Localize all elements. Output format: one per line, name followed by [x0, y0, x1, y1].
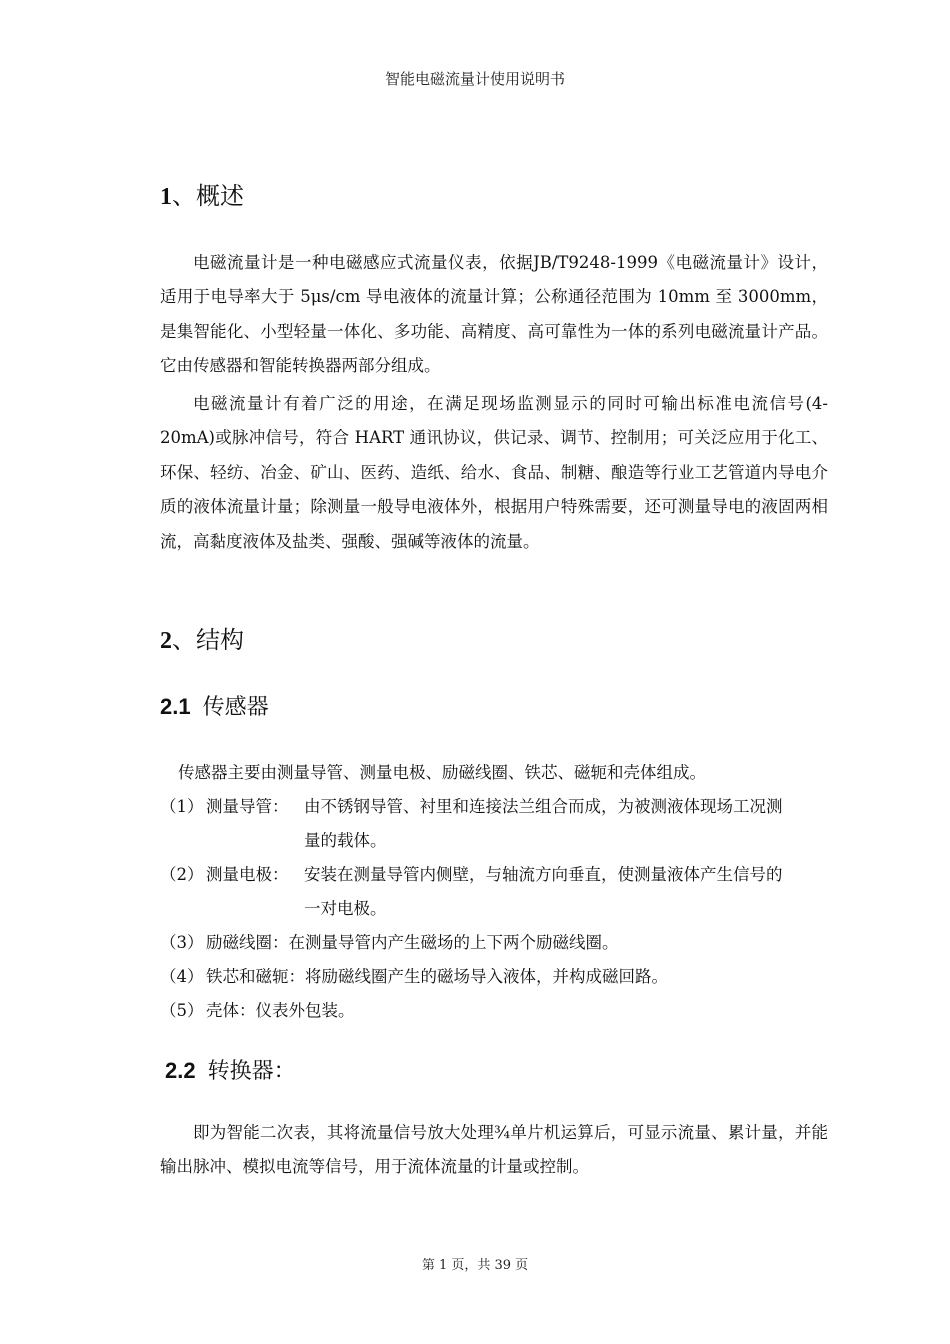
section-2-2-heading — [165, 1054, 296, 1085]
list-item-marker: （5） — [160, 1001, 204, 1020]
list-item — [160, 960, 800, 994]
list-item-label: 励磁线圈： — [206, 933, 289, 952]
section-2-number: 2 — [160, 628, 172, 654]
list-item-desc: 将励磁线圈产生的磁场导入液体，并构成磁回路。 — [305, 967, 668, 986]
list-item-marker: （4） — [160, 967, 204, 986]
list-item-marker: （2） — [160, 865, 204, 884]
list-item-marker: （3） — [160, 933, 204, 952]
list-item-label: 壳体： — [206, 1001, 256, 1020]
list-item-label: 测量电极： — [206, 865, 289, 884]
section-1-title: 、概述 — [172, 182, 244, 210]
sensor-components-list — [160, 790, 800, 1028]
section-2-1-title: 传感器 — [202, 695, 269, 720]
section-2-title: 、结构 — [172, 626, 244, 654]
page-footer: 第 1 页，共 39 页 — [421, 1258, 529, 1273]
list-item-marker: （1） — [160, 797, 204, 816]
list-item — [160, 994, 800, 1028]
section-2-heading — [160, 620, 244, 655]
sensor-intro: 传感器主要由测量导管、测量电极、励磁线圈、铁芯、磁轭和壳体组成。 — [178, 763, 706, 782]
section-2-2-number: 2.2 — [165, 1058, 196, 1083]
running-header: 智能电磁流量计使用说明书 — [384, 70, 565, 88]
section-2-1-number: 2.1 — [160, 694, 191, 719]
list-item — [160, 790, 800, 858]
list-item — [160, 858, 800, 926]
list-item-desc: 安装在测量导管内侧壁，与轴流方向垂直，使测量液体产生信号的一对电极。 — [304, 865, 783, 918]
list-item-label: 测量导管： — [206, 797, 289, 816]
list-item-desc: 在测量导管内产生磁场的上下两个励磁线圈。 — [288, 933, 619, 952]
list-item-desc: 仪表外包装。 — [255, 1001, 355, 1020]
section-2-1-heading — [160, 690, 269, 721]
section-1-heading — [160, 176, 244, 211]
list-item-desc: 由不锈钢导管、衬里和连接法兰组合而成，为被测液体现场工况测量的载体。 — [304, 797, 783, 850]
list-item — [160, 926, 800, 960]
converter-paragraph: 即为智能二次表，其将流量信号放大处理¾单片机运算后，可显示流量、累计量，并能输出脉冲、模拟电流等信号，用于流体流量的计量或控制。 — [160, 1123, 828, 1177]
section-1-number: 1 — [160, 184, 172, 210]
list-item-label: 铁芯和磁轭： — [206, 967, 305, 986]
section-2-2-title: 转换器： — [207, 1059, 296, 1084]
section-1-paragraph-2: 电磁流量计有着广泛的用途，在满足现场监测显示的同时可输出标准电流信号(4-20mA)或脉冲信号，符合 HART 通讯协议，供记录、调节、控制用；可关泛应用于化工、环保、轻纺、冶金、矿山、医药、造纸、给水、食品、制糖、酿造等行业工艺管道内导电介质的液体流量计量；除测量一般导电液体外，根据用户特殊需要，还可测量导电的液固两相流，高黏度液体及盐类、强酸、强碱等液体的流量。 — [160, 394, 828, 551]
section-1-paragraph-1: 电磁流量计是一种电磁感应式流量仪表，依据JB/T9248-1999《电磁流量计》设计，适用于电导率大于 5μs/cm 导电液体的流量计算；公称通径范围为 10mm 至 3000mm，是集智能化、小型轻量一体化、多功能、高精度、高可靠性为一体的系列电磁流量计产品。它由传感器和智能转换器两部分组成。 — [160, 253, 828, 376]
